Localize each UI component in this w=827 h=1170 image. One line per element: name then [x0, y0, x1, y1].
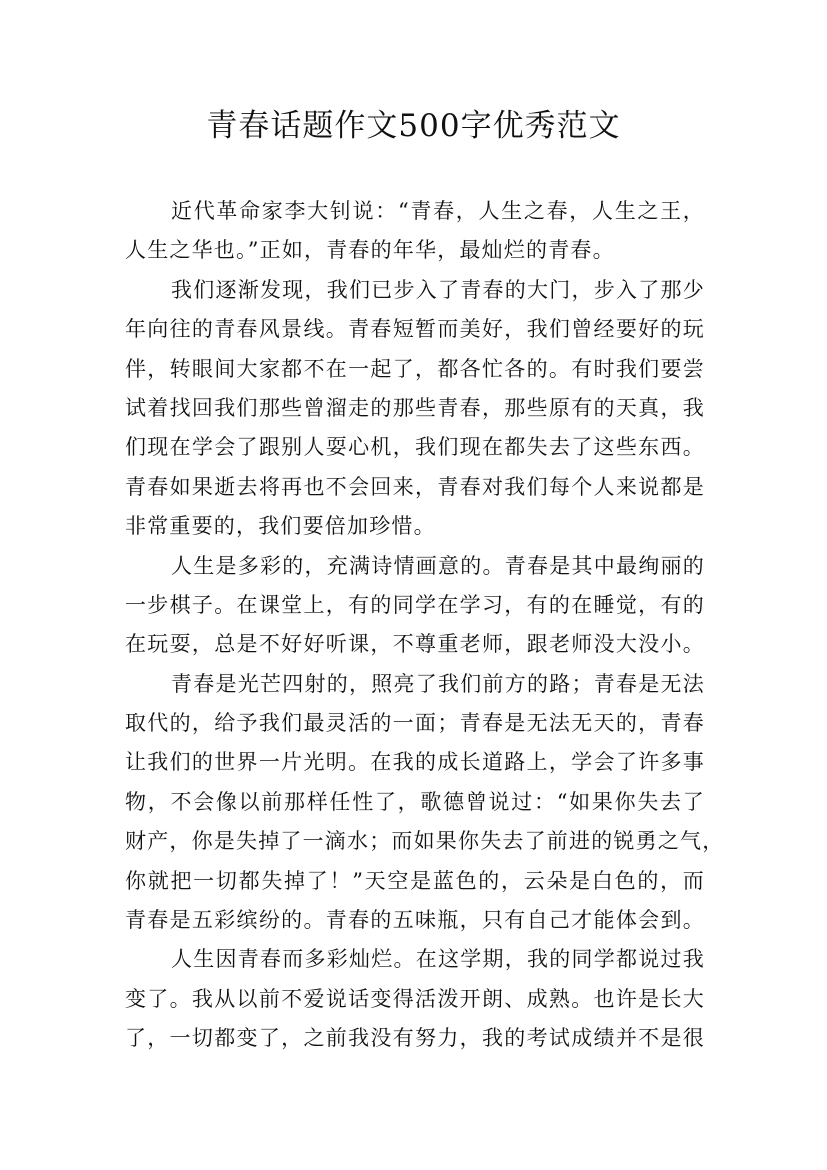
text-line: 近代革命家李大钊说：“青春，人生之春，人生之王， [171, 199, 705, 223]
text-line: 青春是五彩缤纷的。青春的五味瓶，只有自己才能体会到。 [125, 908, 705, 933]
text-line: 物，不会像以前那样任性了，歌德曾说过：“如果你失去了 [125, 789, 705, 814]
text-line: 了，一切都变了，之前我没有努力，我的考试成绩并不是很 [125, 1026, 705, 1051]
text-line: 们现在学会了跟别人耍心机，我们现在都失去了这些东西。 [125, 435, 705, 460]
text-line: 变了。我从以前不爱说话变得活泼开朗、成熟。也许是长大 [125, 986, 705, 1011]
text-line: 人生是多彩的，充满诗情画意的。青春是其中最绚丽的 [171, 553, 705, 578]
text-line: 青春如果逝去将再也不会回来，青春对我们每个人来说都是 [125, 474, 705, 499]
text-line: 取代的，给予我们最灵活的一面；青春是无法无天的，青春 [125, 711, 705, 736]
text-line: 财产，你是失掉了一滴水；而如果你失去了前进的锐勇之气， [125, 829, 725, 854]
text-line: 一步棋子。在课堂上，有的同学在学习，有的在睡觉，有的 [125, 592, 705, 617]
document-title: 青春话题作文500字优秀范文 [206, 108, 621, 144]
text-line: 人生因青春而多彩灿烂。在这学期，我的同学都说过我 [171, 947, 705, 972]
text-line: 伴，转眼间大家都不在一起了，都各忙各的。有时我们要尝 [125, 356, 705, 381]
text-line: 在玩耍，总是不好好听课，不尊重老师，跟老师没大没小。 [125, 632, 705, 657]
text-line: 年向往的青春风景线。青春短暂而美好，我们曾经要好的玩 [125, 317, 705, 342]
text-line: 人生之华也。”正如，青春的年华，最灿烂的青春。 [125, 238, 615, 263]
document-body [125, 192, 725, 1059]
text-line: 你就把一切都失掉了！”天空是蓝色的，云朵是白色的，而 [125, 868, 705, 893]
text-line: 我们逐渐发现，我们已步入了青春的大门，步入了那少 [171, 277, 705, 302]
text-line: 试着找回我们那些曾溜走的那些青春，那些原有的天真，我 [125, 395, 705, 420]
text-line: 青春是光芒四射的，照亮了我们前方的路；青春是无法 [171, 671, 705, 696]
text-line: 让我们的世界一片光明。在我的成长道路上，学会了许多事 [125, 750, 705, 775]
text-line: 非常重要的，我们要倍加珍惜。 [125, 514, 436, 539]
